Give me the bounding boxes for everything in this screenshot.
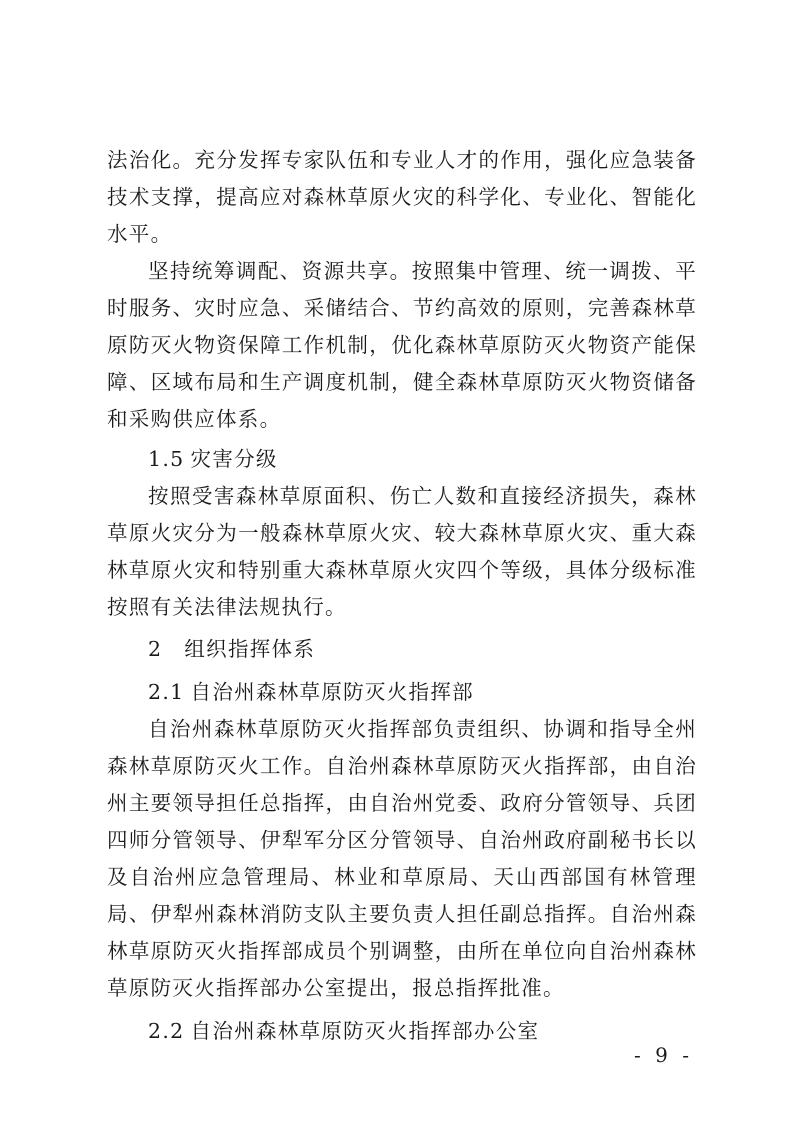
section-heading-2 [107, 631, 697, 668]
section-heading-1-5 [107, 441, 697, 478]
paragraph-continuation: 法治化。充分发挥专家队伍和专业人才的作用，强化应急装备技术支撑，提高应对森林草原火灾的科学化、专业化、智能化水平。 [107, 148, 697, 246]
section-heading-2-2 [107, 1013, 697, 1050]
section-title: 灾害分级 [190, 447, 278, 471]
paragraph-resource-sharing: 坚持统筹调配、资源共享。按照集中管理、统一调拨、平时服务、灾时应急、采储结合、节约高效的原则，完善森林草原防灭火物资保障工作机制，优化森林草原防灭火物资产能保障、区域布局和生产调度机制，健全森林草原防灭火物资储备和采购供应体系。 [107, 259, 697, 431]
paragraph-command-headquarters: 自治州森林草原防灭火指挥部负责组织、协调和指导全州森林草原防灭火工作。自治州森林草原防灭火指挥部，由自治州主要领导担任总指挥，由自治州党委、政府分管领导、兵团四师分管领导、伊犁军分区分管领导、自治州政府副秘书长以及自治州应急管理局、林业和草原局、天山西部国有林管理局、伊犁州森林消防支队主要负责人担任副总指挥。自治州森林草原防灭火指挥部成员个别调整，由所在单位向自治州森林草原防灭火指挥部办公室提出，报总指挥批准。 [107, 717, 697, 1000]
section-number: 2.2 [148, 1019, 185, 1043]
paragraph-disaster-grading: 按照受害森林草原面积、伤亡人数和直接经济损失，森林草原火灾分为一般森林草原火灾、较大森林草原火灾、重大森林草原火灾和特别重大森林草原火灾四个等级，具体分级标准按照有关法律法规执行。 [107, 484, 697, 619]
section-heading-2-1 [107, 674, 697, 711]
page-number: - 9 - [634, 1043, 693, 1067]
section-title: 自治州森林草原防灭火指挥部 [190, 680, 474, 704]
section-number: 2 [148, 637, 163, 661]
section-title: 组织指挥体系 [184, 637, 316, 661]
section-number: 1.5 [148, 447, 185, 471]
section-number: 2.1 [148, 680, 185, 704]
section-title: 自治州森林草原防灭火指挥部办公室 [190, 1019, 540, 1043]
document-body [107, 142, 697, 1050]
